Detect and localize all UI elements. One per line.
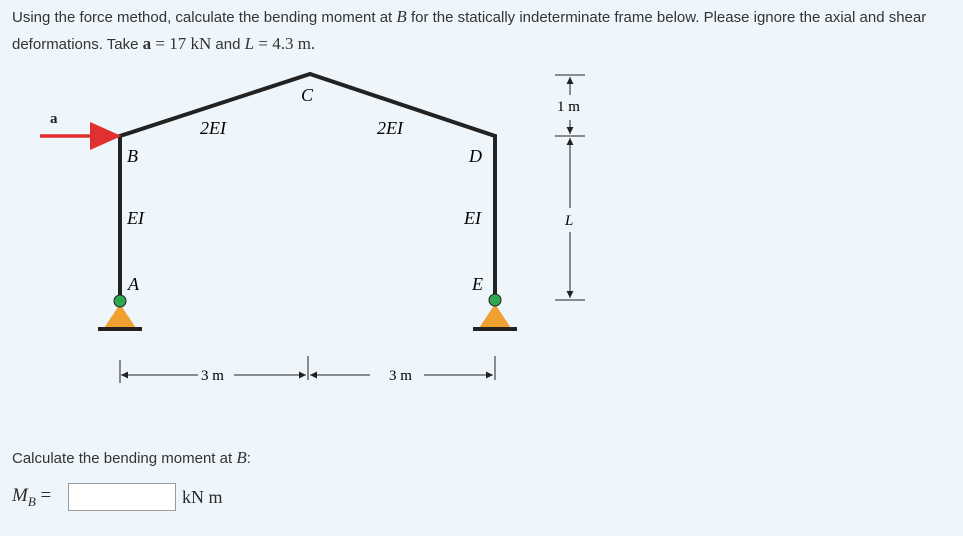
load-label: a (50, 111, 58, 127)
problem-text-2: for the statically indeterminate frame below. Please ignore the axial and shear deformations. Take (12, 9, 927, 53)
span-left-label: 3 m (201, 368, 224, 384)
node-label-C: C (301, 85, 314, 105)
node-label-A: A (128, 274, 139, 294)
pin-E (489, 294, 501, 306)
node-label-B: B (127, 146, 138, 166)
span-dimension (120, 356, 495, 383)
calculation-prompt: Calculate the bending moment at B: (12, 448, 251, 467)
member-label-left-rafter: 2EI (200, 118, 226, 138)
support-E (473, 294, 517, 329)
member-label-right-column: EI (464, 208, 481, 228)
height-label: L (565, 213, 574, 229)
answer-unit: kN m (182, 486, 223, 507)
prompt-point-symbol: B (236, 448, 247, 467)
pin-A (114, 295, 126, 307)
answer-row (12, 481, 223, 513)
L-value: L = 4.3 m. (244, 34, 316, 53)
node-label-E: E (472, 274, 483, 294)
node-label-D: D (469, 146, 482, 166)
support-A (98, 295, 142, 329)
answer-label: $M_B$ = (12, 484, 52, 509)
point-b-symbol: B (396, 7, 407, 26)
frame-structure (120, 74, 495, 302)
a-value: a = 17 kN (142, 34, 212, 53)
member-label-left-column: EI (127, 208, 144, 228)
problem-text-1: Using the force method, calculate the bending moment at (12, 9, 397, 26)
rise-label: 1 m (557, 99, 580, 115)
and-text: and (211, 36, 245, 53)
moment-answer-input[interactable] (68, 483, 176, 511)
member-label-right-rafter: 2EI (377, 118, 403, 138)
span-right-label: 3 m (389, 368, 412, 384)
